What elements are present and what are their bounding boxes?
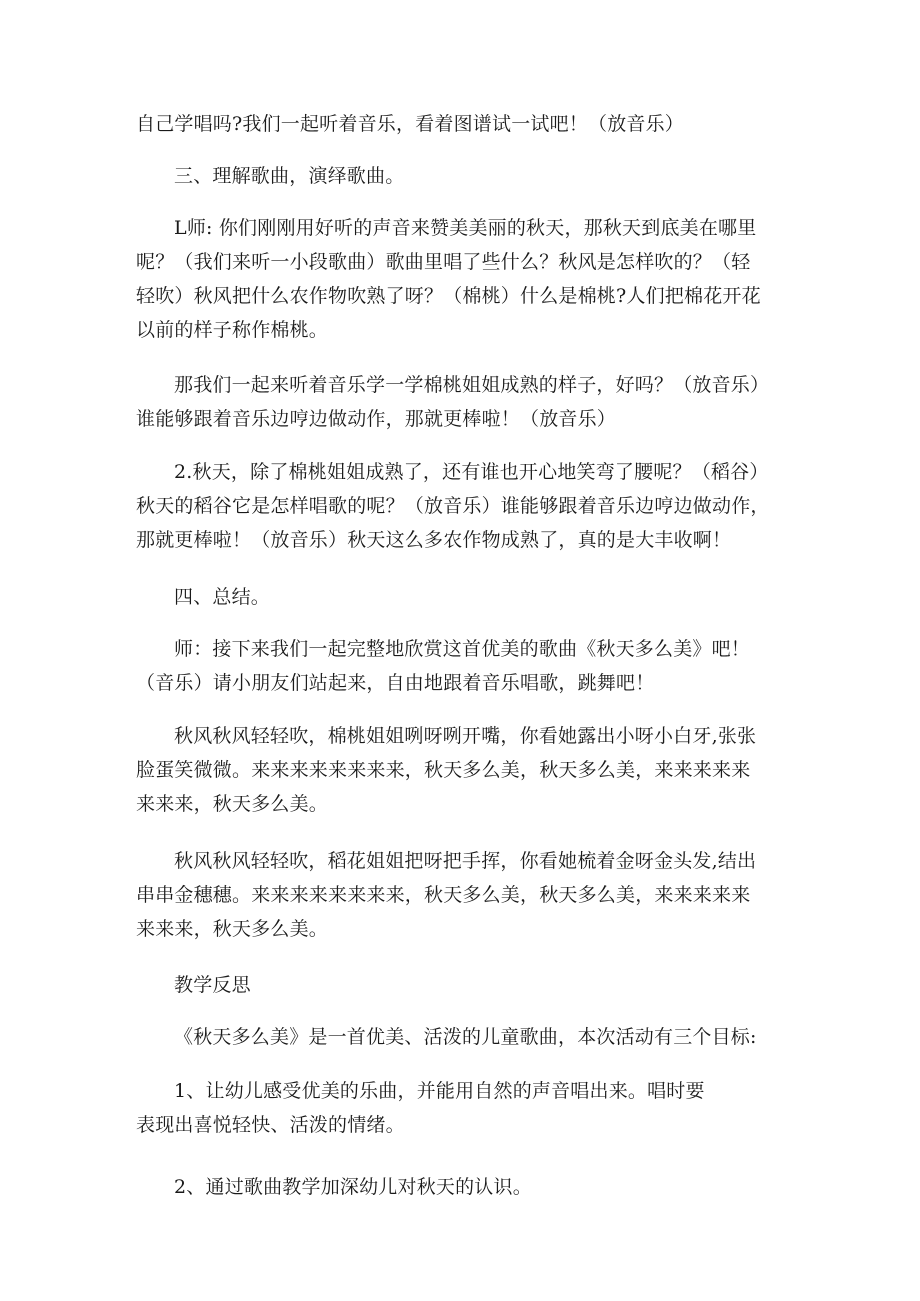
text-line: 谁能够跟着音乐边哼边做动作，那就更棒啦！（放音乐） <box>136 408 617 430</box>
goal-2 <box>136 1170 824 1204</box>
paragraph-teacher-question <box>136 211 786 347</box>
text-line: 秋风秋风轻轻吹，棉桃姐姐咧呀咧开嘴，你看她露出小呀小白牙,张张 <box>174 725 757 747</box>
heading-section-3 <box>136 159 824 193</box>
text-line: 轻吹）秋风把什么农作物吹熟了呀？（棉桃）什么是棉桃?人们把棉花开花 <box>136 285 761 307</box>
text-line: （音乐）请小朋友们站起来，自由地跟着音乐唱歌，跳舞吧！ <box>136 672 655 694</box>
text-line: 秋天的稻谷它是怎样唱歌的呢？（放音乐）谁能够跟着音乐边哼边做动作， <box>136 495 770 517</box>
text-line: 三、理解歌曲，演绎歌曲。 <box>174 165 405 187</box>
text-line: 四、总结。 <box>174 586 271 608</box>
text-line: 师：接下来我们一起完整地欣赏这首优美的歌曲《秋天多么美》吧！ <box>174 638 751 660</box>
paragraph-rice <box>136 455 786 557</box>
text-line: 脸蛋笑微微。来来来来来来来来，秋天多么美，秋天多么美，来来来来来 <box>136 759 751 781</box>
text-line: 来来来，秋天多么美。 <box>136 918 329 940</box>
text-line: 来来来，秋天多么美。 <box>136 793 329 815</box>
lyrics-verse-2 <box>136 844 786 946</box>
heading-section-4 <box>136 580 824 614</box>
text-line: 那我们一起来听着音乐学一学棉桃姐姐成熟的样子，好吗？（放音乐） <box>174 374 770 396</box>
paragraph-cotton-peach <box>136 368 786 436</box>
text-line: 表现出喜悦轻快、活泼的情绪。 <box>136 1114 405 1136</box>
text-line: L师: 你们刚刚用好听的声音来赞美美丽的秋天，那秋天到底美在哪里 <box>174 217 757 239</box>
text-line: 2、通过歌曲教学加深幼儿对秋天的认识。 <box>174 1176 532 1198</box>
text-line: 教学反思 <box>174 974 251 996</box>
goal-1 <box>136 1074 786 1142</box>
text-line: 2.秋天，除了棉桃姐姐成熟了，还有谁也开心地笑弯了腰呢？（稻谷） <box>174 461 769 483</box>
text-line: 秋风秋风轻轻吹，稻花姐姐把呀把手挥，你看她梳着金呀金头发,结出 <box>174 850 757 872</box>
lyrics-verse-1 <box>136 719 786 821</box>
paragraph-summary <box>136 632 786 700</box>
text-line: 自己学唱吗?我们一起听着音乐，看着图谱试一试吧！（放音乐） <box>136 113 684 135</box>
text-line: 那就更棒啦！（放音乐）秋天这么多农作物成熟了，真的是大丰收啊！ <box>136 529 732 551</box>
text-line: 以前的样子称作棉桃。 <box>136 319 329 341</box>
paragraph-intro-end <box>136 107 786 141</box>
paragraph-reflection-intro <box>136 1020 824 1054</box>
text-line: 呢？（我们来听一小段歌曲）歌曲里唱了些什么？秋风是怎样吹的？（轻 <box>136 251 751 273</box>
text-line: 《秋天多么美》是一首优美、活泼的儿童歌曲，本次活动有三个目标: <box>174 1026 757 1048</box>
text-line: 1、让幼儿感受优美的乐曲，并能用自然的声音唱出来。唱时要 <box>174 1080 705 1102</box>
heading-reflection <box>136 968 824 1002</box>
text-line: 串串金穗穗。来来来来来来来来，秋天多么美，秋天多么美，来来来来来 <box>136 884 751 906</box>
